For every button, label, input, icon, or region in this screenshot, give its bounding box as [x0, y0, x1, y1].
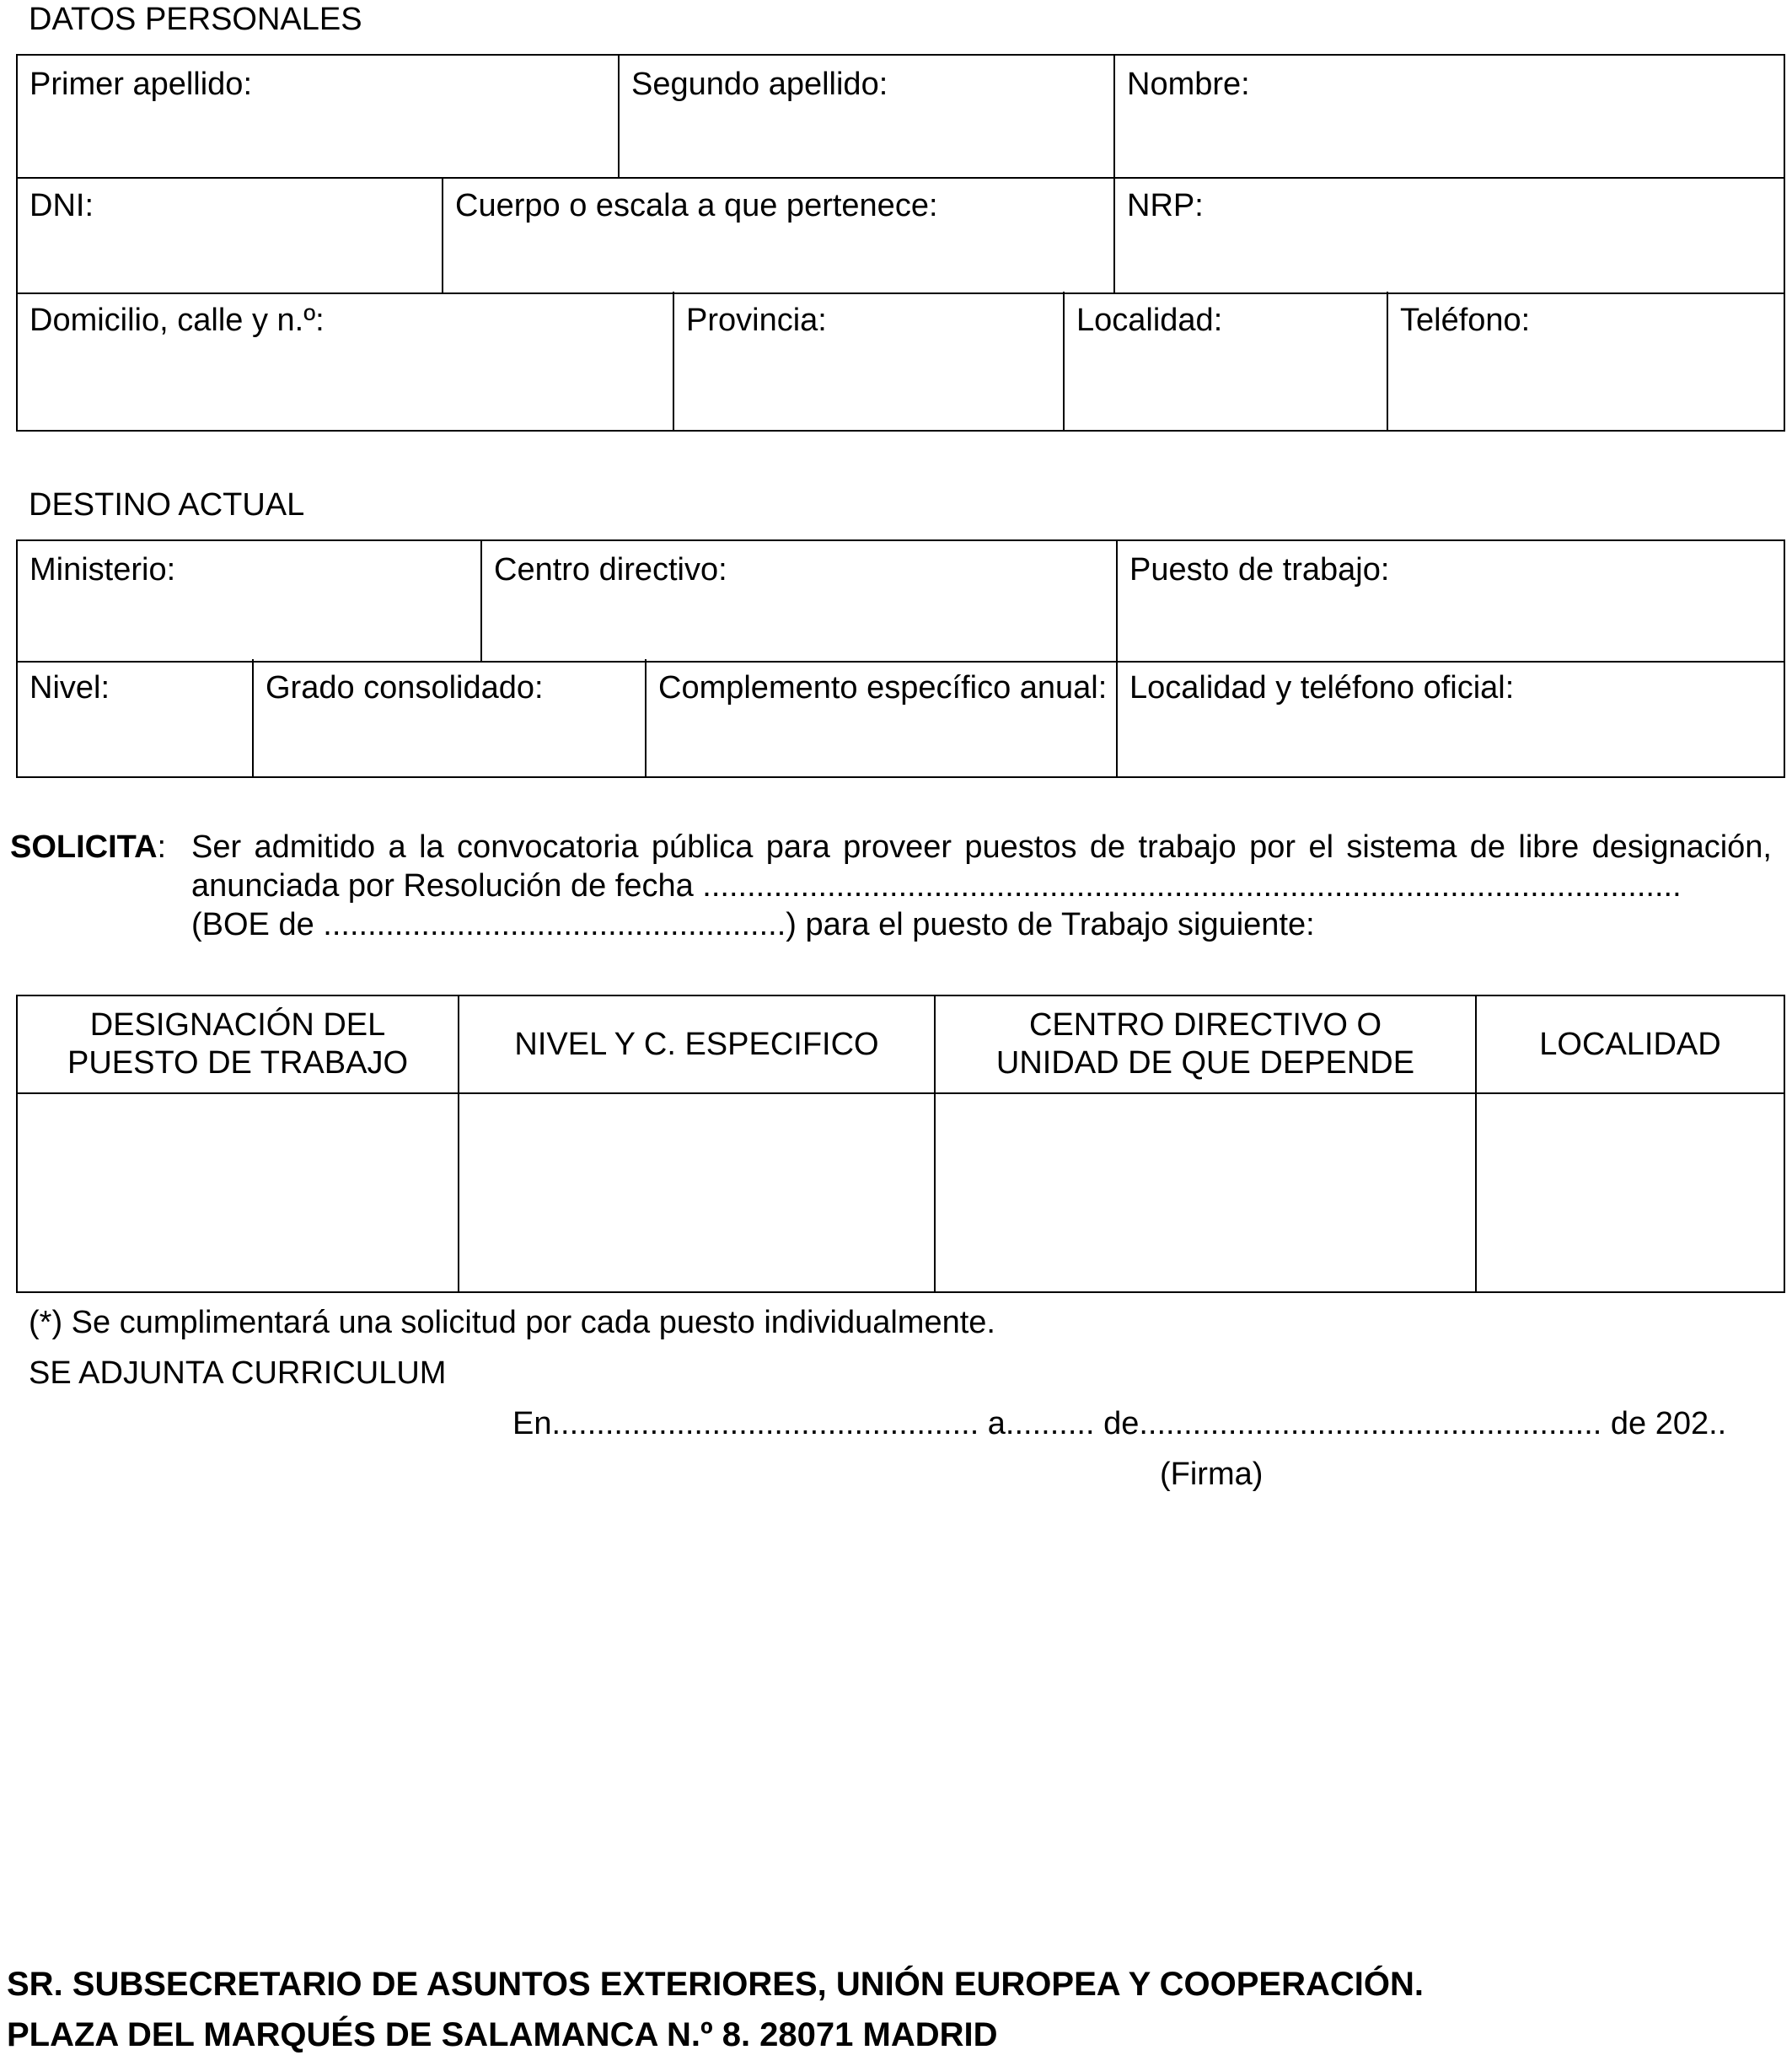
- puesto-table-header-row: [17, 995, 1784, 1093]
- nivel-label: Nivel:: [30, 670, 110, 706]
- centro-directivo-label: Centro directivo:: [494, 552, 727, 588]
- domicilio-field[interactable]: [17, 292, 673, 431]
- header-centro-directivo: CENTRO DIRECTIVO O UNIDAD DE QUE DEPENDE: [935, 995, 1476, 1093]
- complemento-label: Complemento específico anual:: [658, 670, 1108, 706]
- grado-field[interactable]: [253, 659, 646, 777]
- address-line1: SR. SUBSECRETARIO DE ASUNTOS EXTERIORES, UNIÓN EUROPEA Y COOPERACIÓN.: [7, 1966, 1424, 2003]
- solicita-line2: anunciada por Resolución de fecha ..............................................................................................................: [191, 868, 1682, 904]
- telefono-label: Teléfono:: [1400, 303, 1531, 338]
- curriculum-text: SE ADJUNTA CURRICULUM: [29, 1355, 447, 1391]
- nombre-field[interactable]: [1114, 55, 1784, 178]
- ministerio-field[interactable]: [17, 540, 481, 662]
- solicita-colon: :: [157, 829, 167, 865]
- nrp-label: NRP:: [1127, 188, 1204, 223]
- header-designacion: DESIGNACIÓN DEL PUESTO DE TRABAJO: [17, 995, 459, 1093]
- localidad-cell[interactable]: [1476, 1093, 1784, 1292]
- grado-label: Grado consolidado:: [266, 670, 544, 706]
- destino-actual-table-row2: [16, 659, 1785, 778]
- telefono-field[interactable]: [1387, 292, 1784, 431]
- puesto-table: [16, 995, 1785, 1293]
- firma-label: (Firma): [1160, 1457, 1264, 1492]
- date-line[interactable]: En................................................ a.......... de.................................................... de 202..: [512, 1406, 1727, 1441]
- dni-label: DNI:: [30, 188, 94, 223]
- nivel-cell[interactable]: [459, 1093, 935, 1292]
- localidad-label: Localidad:: [1076, 303, 1223, 338]
- table-row: [17, 1093, 1784, 1292]
- localidad-telefono-label: Localidad y teléfono oficial:: [1129, 670, 1515, 706]
- complemento-field[interactable]: [646, 659, 1117, 777]
- primer-apellido-label: Primer apellido:: [30, 67, 252, 102]
- note-text: (*) Se cumplimentará una solicitud por cada puesto individualmente.: [29, 1305, 995, 1340]
- designacion-cell[interactable]: [17, 1093, 459, 1292]
- datos-personales-table-row3: [16, 292, 1785, 432]
- cuerpo-label: Cuerpo o escala a que pertenece:: [455, 188, 938, 223]
- centro-directivo-field[interactable]: [481, 540, 1117, 662]
- cuerpo-field[interactable]: [443, 177, 1114, 293]
- datos-personales-table-row1: [16, 54, 1785, 179]
- nivel-field[interactable]: [17, 659, 253, 777]
- provincia-label: Provincia:: [686, 303, 827, 338]
- puesto-trabajo-label: Puesto de trabajo:: [1129, 552, 1390, 588]
- primer-apellido-field[interactable]: [17, 55, 619, 178]
- address-line2: PLAZA DEL MARQUÉS DE SALAMANCA N.º 8. 28071 MADRID: [7, 2016, 998, 2053]
- destino-actual-title: DESTINO ACTUAL: [29, 487, 305, 523]
- centro-directivo-cell[interactable]: [935, 1093, 1476, 1292]
- datos-personales-table-row2: [16, 177, 1785, 294]
- localidad-telefono-field[interactable]: [1117, 659, 1784, 777]
- localidad-field[interactable]: [1064, 292, 1387, 431]
- puesto-trabajo-field[interactable]: [1117, 540, 1784, 662]
- datos-personales-title: DATOS PERSONALES: [29, 2, 362, 37]
- solicita-label: SOLICITA: [10, 829, 158, 865]
- solicita-block: [10, 828, 1772, 944]
- provincia-field[interactable]: [673, 292, 1064, 431]
- destino-actual-table-row1: [16, 539, 1785, 663]
- nrp-field[interactable]: [1114, 177, 1784, 293]
- solicita-line1: Ser admitido a la convocatoria pública para proveer puestos de trabajo por el sistema de libre designación,: [191, 829, 1772, 865]
- segundo-apellido-label: Segundo apellido:: [631, 67, 888, 102]
- domicilio-label: Domicilio, calle y n.º:: [30, 303, 325, 338]
- nombre-label: Nombre:: [1127, 67, 1250, 102]
- header-localidad: LOCALIDAD: [1476, 995, 1784, 1093]
- dni-field[interactable]: [17, 177, 443, 293]
- solicita-line3: (BOE de ....................................................) para el puesto de Trabajo siguiente:: [191, 907, 1315, 942]
- header-nivel: NIVEL Y C. ESPECIFICO: [459, 995, 935, 1093]
- ministerio-label: Ministerio:: [30, 552, 176, 588]
- segundo-apellido-field[interactable]: [619, 55, 1114, 178]
